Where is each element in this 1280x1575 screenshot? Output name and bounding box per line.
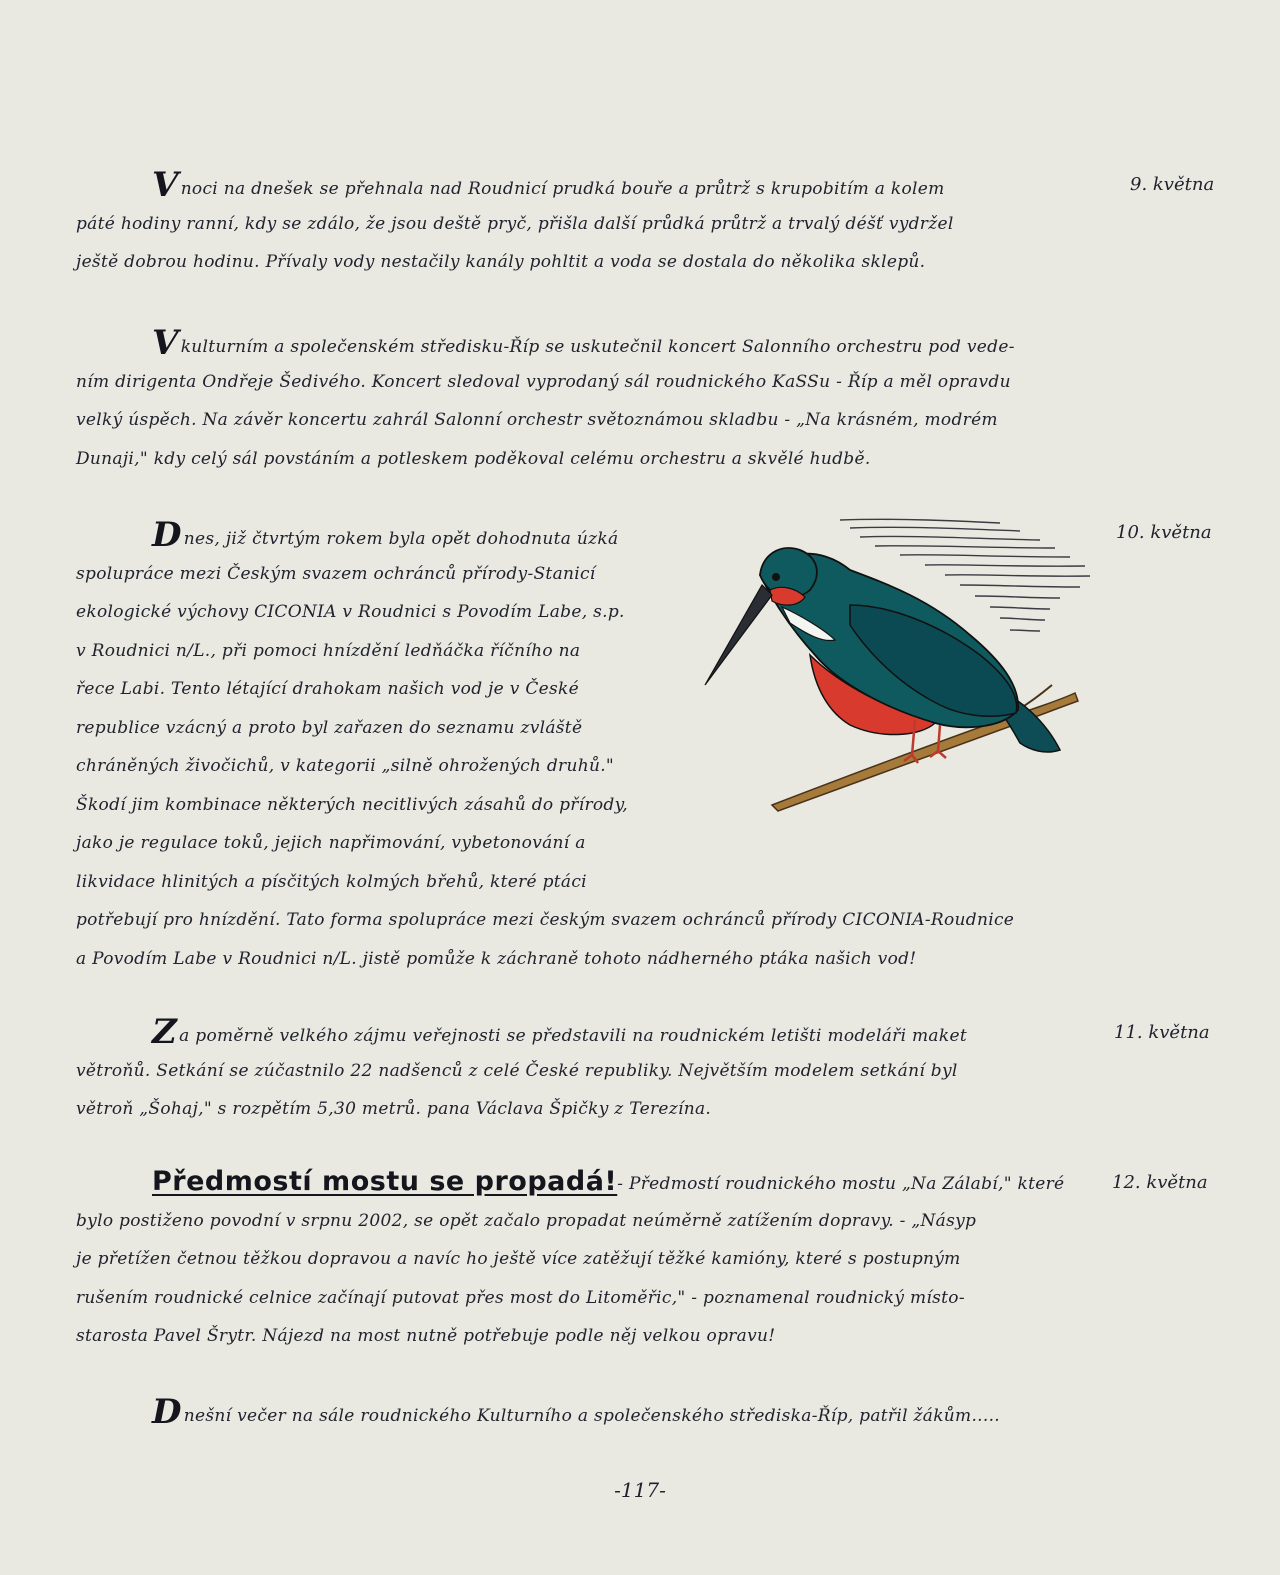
entry-line: ním dirigenta Ondřeje Šedivého. Koncert sledoval vyprodaný sál roudnického KaSSu - Říp a měl opravdu [76,371,1011,392]
headline: Předmostí mostu se propadá! [152,1166,618,1197]
initial-letter: D [152,1392,182,1432]
page-number: -117- [614,1478,666,1502]
entry-evening [76,1393,1126,1432]
initial-letter: D [152,515,182,555]
entry-line: chráněných živočichů, v kategorii „silně ohrožených druhů." [76,756,615,776]
entry-line: Dnes, již čtvrtým rokem byla opět dohodnuta úzká [152,515,619,555]
entry-line: Dunaji," kdy celý sál povstáním a potleskem poděkoval celému orchestru a skvělé hudbě. [76,448,871,469]
entry-line: Předmostí mostu se propadá!- Předmostí roudnického mostu „Na Zálabí," které [152,1166,1065,1197]
entry-date: 9. května [1130,174,1215,195]
entry-date: 10. května [1116,522,1212,543]
entry-line: řece Labi. Tento létající drahokam našich vod je v České [76,679,579,699]
entry-bridge [76,1163,1126,1356]
bird-beak [705,585,772,685]
initial-letter: Z [152,1012,178,1052]
entry-date: 12. května [1112,1172,1208,1193]
entry-line: likvidace hlinitých a písčitých kolmých břehů, které ptáci [76,871,587,892]
entry-concert [76,324,1126,478]
entry-line: v Roudnici n/L., při pomoci hnízdění ledňáčka říčního na [76,640,581,661]
entry-line: páté hodiny ranní, kdy se zdálo, že jsou deště pryč, přišla další průdká průtrž a trvalý déšť vydržel [76,213,954,234]
entry-line: je přetížen četnou těžkou dopravou a navíc ho ještě více zatěžují těžké kamióny, které s postupným [76,1249,961,1269]
entry-line: Vkulturním a společenském středisku-Říp se uskutečnil koncert Salonního orchestru pod vede- [152,323,1015,363]
kingfisher-illustration [700,515,1100,815]
entry-line: bylo postiženo povodní v srpnu 2002, se opět začalo propadat neúměrně zatížením dopravy. - „Násyp [76,1210,977,1231]
entry-storm [76,166,1126,282]
entry-gliders [76,1013,1126,1129]
entry-line: rušením roudnické celnice začínají putovat přes most do Litoměřic," - poznamenal roudnický místo- [76,1287,965,1308]
entry-line: spolupráce mezi Českým svazem ochránců přírody-Stanicí [76,563,596,584]
entry-line: a Povodím Labe v Roudnici n/L. jistě pomůže k záchraně tohoto nádherného ptáka našich vod! [76,948,917,969]
entry-line: větroňů. Setkání se zúčastnilo 22 nadšenců z celé České republiky. Největším modelem setkání byl [76,1060,958,1081]
entry-line: Vnoci na dnešek se přehnala nad Roudnicí prudká bouře a průtrž s krupobitím a kolem [152,165,945,205]
bird-eye [772,573,780,581]
entry-line: Za poměrně velkého zájmu veřejnosti se představili na roudnickém letišti modeláři maket [152,1012,967,1052]
initial-letter: V [152,165,179,205]
entry-line: jako je regulace toků, jejich napřimování, vybetonování a [76,833,586,853]
entry-line: republice vzácný a proto byl zařazen do seznamu zvláště [76,717,583,738]
entry-line: velký úspěch. Na závěr koncertu zahrál Salonní orchestr světoznámou skladbu - „Na krásném, modrém [76,410,998,430]
initial-letter: V [152,323,179,363]
entry-line: potřebují pro hnízdění. Tato forma spolupráce mezi českým svazem ochránců přírody CICONIA-Roudnice [76,910,1015,930]
entry-line: Škodí jim kombinace některých necitlivých zásahů do přírody, [76,794,628,815]
entry-line: větroň „Šohaj," s rozpětím 5,30 metrů. pana Václava Špičky z Terezína. [76,1099,712,1119]
entry-line: starosta Pavel Šrytr. Nájezd na most nutně potřebuje podle něj velkou opravu! [76,1326,776,1346]
entry-date: 11. května [1114,1022,1210,1043]
entry-line: ještě dobrou hodinu. Přívaly vody nestačily kanály pohltit a voda se dostala do několika sklepů. [76,252,926,272]
entry-line: ekologické výchovy CICONIA v Roudnici s Povodím Labe, s.p. [76,602,625,622]
entry-line: Dnešní večer na sále roudnického Kulturního a společenského střediska-Říp, patřil žákům..... [152,1392,1000,1432]
